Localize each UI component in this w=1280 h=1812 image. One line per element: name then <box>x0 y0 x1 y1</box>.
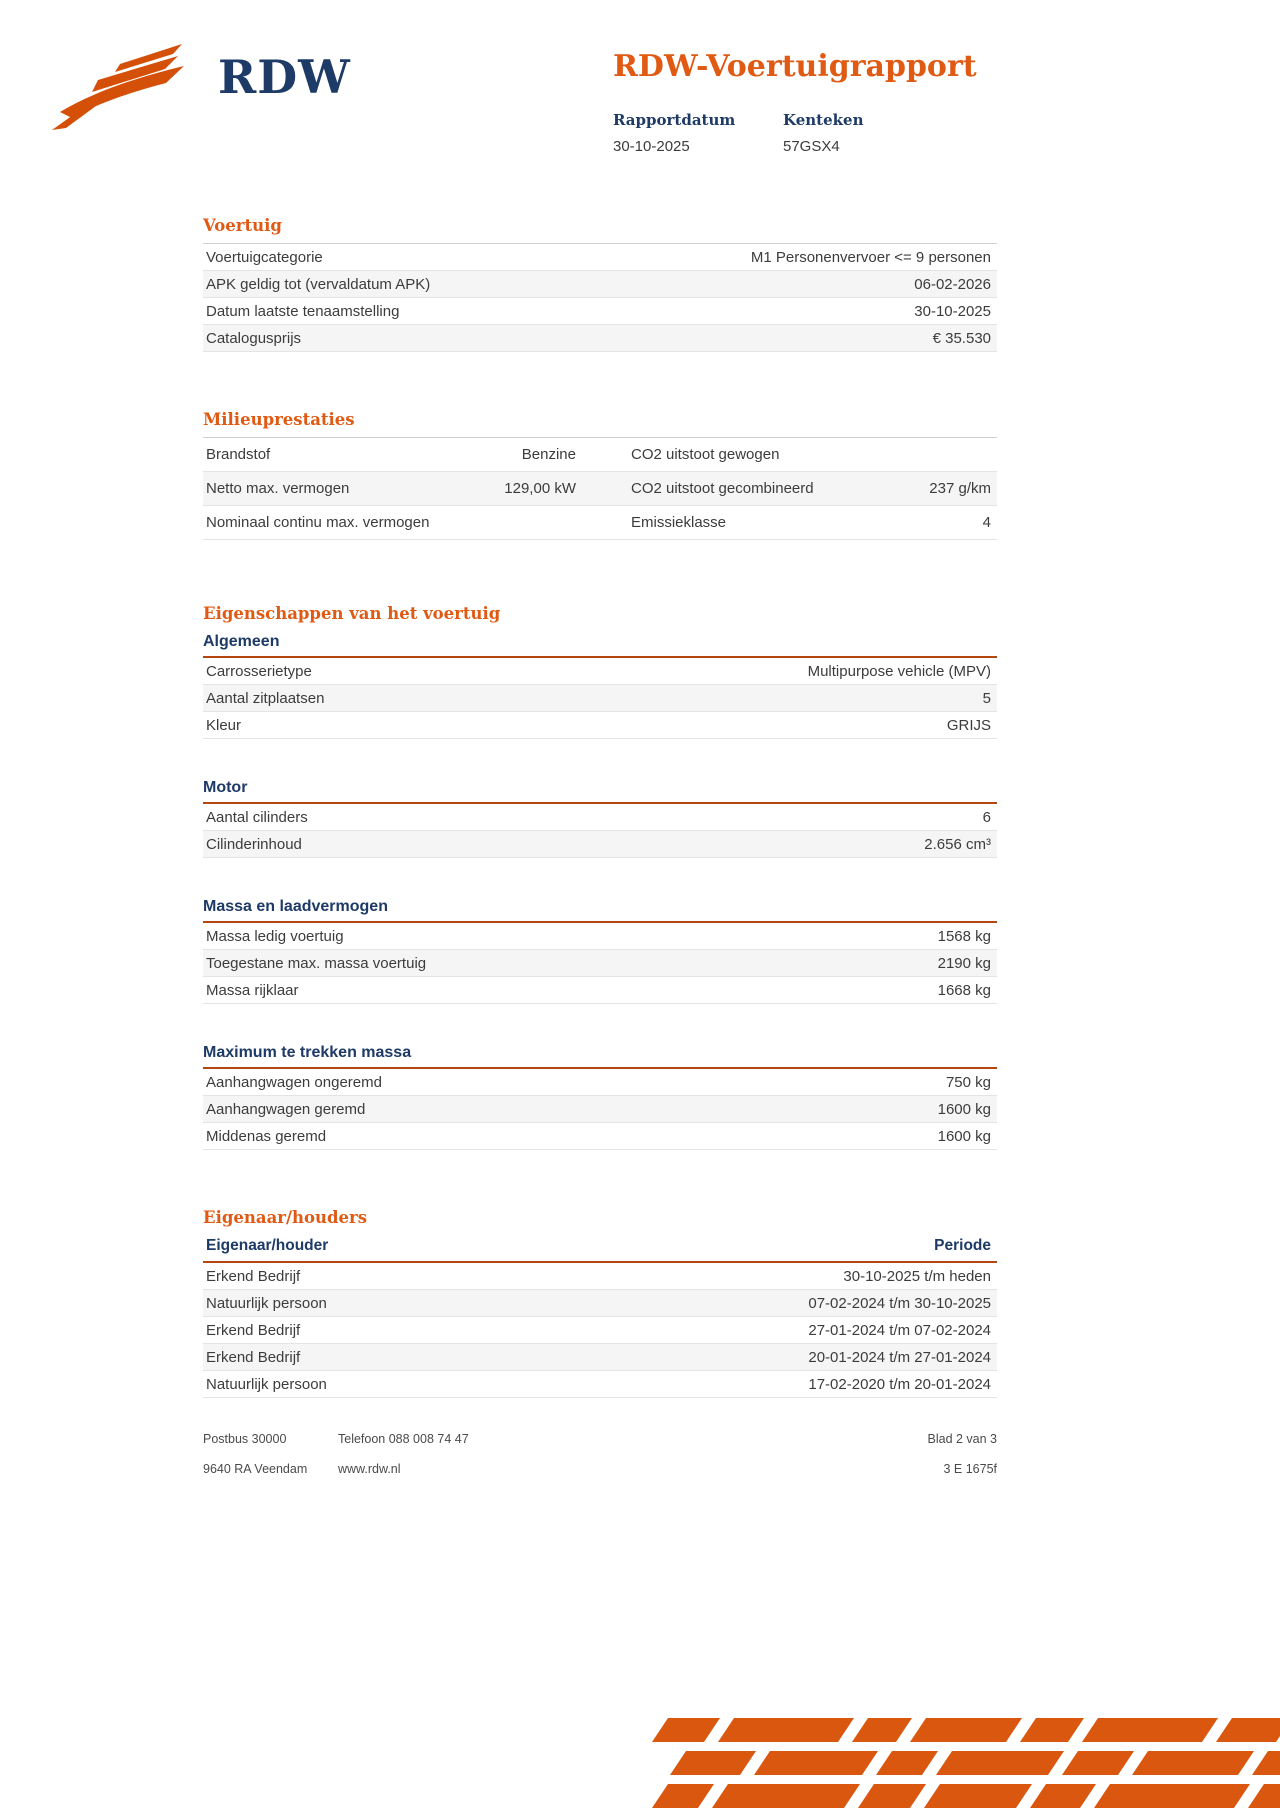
table-row <box>203 712 997 739</box>
owner-type: Erkend Bedrijf <box>206 1321 301 1339</box>
row-value: 30-10-2025 <box>914 302 991 320</box>
row-value: Benzine <box>521 446 576 463</box>
rdw-logo <box>52 40 351 132</box>
row-label: Voertuigcategorie <box>206 248 323 266</box>
owner-period: 20-01-2024 t/m 27-01-2024 <box>808 1348 991 1366</box>
owner-period: 07-02-2024 t/m 30-10-2025 <box>808 1294 991 1312</box>
footer-line-1 <box>203 1432 997 1446</box>
table-row <box>203 472 997 506</box>
owners-table-header <box>203 1235 997 1263</box>
section-milieuprestaties <box>203 410 997 540</box>
subsection-motor <box>203 777 997 858</box>
table-row <box>203 923 997 950</box>
row-label: CO2 uitstoot gewogen <box>631 446 780 463</box>
kenteken-block <box>783 111 953 155</box>
row-label: Cilinderinhoud <box>206 835 302 853</box>
table-row <box>203 950 997 977</box>
section-eigenschappen <box>203 604 997 1150</box>
table-row <box>203 1069 997 1096</box>
table-row <box>203 1290 997 1317</box>
footer-address-1: Postbus 30000 <box>203 1432 287 1446</box>
column-header-period: Periode <box>934 1237 991 1254</box>
row-value: 5 <box>982 689 991 707</box>
table-row <box>203 1371 997 1398</box>
table-row <box>203 1096 997 1123</box>
table-row <box>203 506 997 540</box>
row-value: € 35.530 <box>932 329 991 347</box>
footer-page-number: Blad 2 van 3 <box>927 1432 997 1446</box>
table-row <box>203 1263 997 1290</box>
table-row <box>203 658 997 685</box>
owner-period: 27-01-2024 t/m 07-02-2024 <box>808 1321 991 1339</box>
voertuig-table <box>203 243 997 352</box>
row-label: Datum laatste tenaamstelling <box>206 302 400 320</box>
row-value: 1600 kg <box>937 1100 991 1118</box>
row-value: 06-02-2026 <box>914 275 991 293</box>
subsection-title-algemeen: Algemeen <box>203 631 997 658</box>
row-label: Toegestane max. massa voertuig <box>206 954 427 972</box>
row-label: Aantal zitplaatsen <box>206 689 325 707</box>
row-label: Brandstof <box>206 446 271 463</box>
section-title-voertuig: Voertuig <box>203 216 282 235</box>
footer-line-2 <box>203 1462 997 1476</box>
owner-period: 17-02-2020 t/m 20-01-2024 <box>808 1375 991 1393</box>
table-row <box>203 831 997 858</box>
row-label: Massa rijklaar <box>206 981 299 999</box>
table-row <box>203 685 997 712</box>
table-row <box>203 325 997 352</box>
subsection-algemeen <box>203 631 997 739</box>
row-value: 1568 kg <box>937 927 991 945</box>
milieu-table <box>203 437 997 540</box>
section-title-eigenschappen: Eigenschappen van het voertuig <box>203 604 501 623</box>
row-label: Netto max. vermogen <box>206 480 350 497</box>
table-row <box>203 244 997 271</box>
kenteken-value: 57GSX4 <box>783 138 840 155</box>
owner-period: 30-10-2025 t/m heden <box>843 1267 991 1285</box>
row-value: 237 g/km <box>929 480 991 497</box>
rdw-flag-icon <box>52 40 202 132</box>
report-date-value: 30-10-2025 <box>613 138 690 155</box>
table-row <box>203 1123 997 1150</box>
row-label: Catalogusprijs <box>206 329 302 347</box>
subsection-title-motor: Motor <box>203 777 997 804</box>
massa-table <box>203 923 997 1004</box>
column-header-owner: Eigenaar/houder <box>206 1237 329 1254</box>
section-voertuig <box>203 216 997 352</box>
row-value: GRIJS <box>946 716 991 734</box>
row-label: Aanhangwagen ongeremd <box>206 1073 382 1091</box>
row-value: 1668 kg <box>937 981 991 999</box>
row-value: Multipurpose vehicle (MPV) <box>807 662 991 680</box>
row-value: 129,00 kW <box>504 480 576 497</box>
report-meta <box>613 111 1053 155</box>
row-label: Nominaal continu max. vermogen <box>206 514 430 531</box>
row-label: Aanhangwagen geremd <box>206 1100 366 1118</box>
report-date-block <box>613 111 783 155</box>
row-value: 2190 kg <box>937 954 991 972</box>
brand-wordmark: RDW <box>218 50 351 104</box>
kenteken-label: Kenteken <box>783 111 864 129</box>
row-value: M1 Personenvervoer <= 9 personen <box>750 248 991 266</box>
subsection-title-trekken: Maximum te trekken massa <box>203 1042 997 1069</box>
motor-table <box>203 804 997 858</box>
section-title-eigenaars: Eigenaar/houders <box>203 1208 367 1227</box>
row-label: Middenas geremd <box>206 1127 327 1145</box>
owners-table <box>203 1263 997 1398</box>
section-title-milieuprestaties: Milieuprestaties <box>203 410 355 429</box>
subsection-trekken <box>203 1042 997 1150</box>
table-row <box>203 438 997 472</box>
rdw-stripe-pattern-icon <box>652 1718 1280 1810</box>
row-label: APK geldig tot (vervaldatum APK) <box>206 275 431 293</box>
footer-form-code: 3 E 1675f <box>943 1462 997 1476</box>
row-label: Massa ledig voertuig <box>206 927 344 945</box>
section-eigenaars <box>203 1208 997 1398</box>
row-value: 4 <box>982 514 991 531</box>
table-row <box>203 804 997 831</box>
row-label: Kleur <box>206 716 242 734</box>
row-label: Aantal cilinders <box>206 808 308 826</box>
owner-type: Natuurlijk persoon <box>206 1375 327 1393</box>
report-header <box>613 50 1053 155</box>
row-label: Carrosserietype <box>206 662 312 680</box>
row-value: 6 <box>982 808 991 826</box>
trekken-table <box>203 1069 997 1150</box>
subsection-title-massa: Massa en laadvermogen <box>203 896 997 923</box>
table-row <box>203 1344 997 1371</box>
row-value: 1600 kg <box>937 1127 991 1145</box>
table-row <box>203 298 997 325</box>
report-date-label: Rapportdatum <box>613 111 736 129</box>
page-footer <box>203 1432 997 1492</box>
subsection-massa <box>203 896 997 1004</box>
footer-address-2: 9640 RA Veendam <box>203 1462 308 1476</box>
report-title: RDW-Voertuigrapport <box>613 49 977 84</box>
row-value: 750 kg <box>945 1073 991 1091</box>
owner-type: Erkend Bedrijf <box>206 1348 301 1366</box>
owner-type: Natuurlijk persoon <box>206 1294 327 1312</box>
row-value: 2.656 cm³ <box>924 835 991 853</box>
row-label: Emissieklasse <box>631 514 727 531</box>
table-row <box>203 271 997 298</box>
footer-phone: Telefoon 088 008 74 47 <box>338 1432 469 1446</box>
footer-website: www.rdw.nl <box>338 1462 401 1476</box>
owner-type: Erkend Bedrijf <box>206 1267 301 1285</box>
table-row <box>203 977 997 1004</box>
table-row <box>203 1317 997 1344</box>
algemeen-table <box>203 658 997 739</box>
row-label: CO2 uitstoot gecombineerd <box>631 480 814 497</box>
report-body <box>203 216 997 1398</box>
